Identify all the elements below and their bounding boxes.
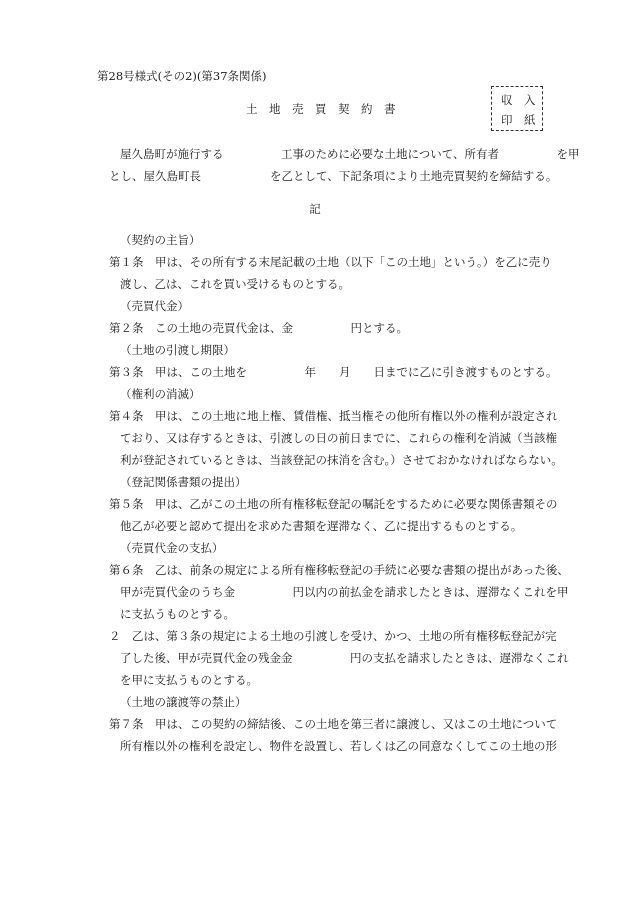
clause-7-line-1: 第７条 甲は、この契約の締結後、この土地を第三者に譲渡し、又はこの土地について	[109, 717, 558, 731]
clause-1-heading: （契約の主旨）	[120, 233, 201, 247]
ki-heading: 記	[309, 202, 321, 216]
form-number: 第28号様式(その2)(第37条関係)	[97, 69, 267, 83]
clause-4-heading: （権利の消滅）	[120, 387, 201, 401]
document-title: 土 地 売 買 契 約 書	[246, 102, 396, 116]
clause-3-heading: （土地の引渡し期限）	[120, 343, 235, 357]
clause-6-para2-line-3: を甲に支払うものとする。	[120, 673, 258, 687]
clause-5-line-1: 第５条 甲は、乙がこの土地の所有権移転登記の嘱託をするために必要な関係書類その	[109, 497, 558, 511]
clause-4-line-1: 第４条 甲は、この土地に地上権、賃借権、抵当権その他所有権以外の権利が設定され	[109, 409, 558, 423]
clause-1-line-2: 渡し、乙は、これを買い受けるものとする。	[120, 277, 350, 291]
clause-6-para2-line-1: ２ 乙は、第３条の規定による土地の引渡しを受け、かつ、土地の所有権移転登記が完	[109, 629, 557, 643]
intro-line-2: とし、屋久島町長 を乙として、下記条項により土地売買契約を締結する。	[109, 169, 558, 183]
clause-7-heading: （土地の譲渡等の禁止）	[120, 695, 247, 709]
clause-6-line-3: に支払うものとする。	[120, 607, 235, 621]
clause-4-line-2: ており、又は存するときは、引渡しの日の前日までに、これらの権利を消滅（当該権	[120, 431, 557, 445]
clause-5-heading: （登記関係書類の提出）	[120, 475, 247, 489]
clause-5-line-2: 他乙が必要と認めて提出を求めた書類を遅滞なく、乙に提出するものとする。	[120, 519, 523, 533]
clause-1-line-1: 第１条 甲は、その所有する末尾記載の土地（以下「この土地」という。）を乙に売り	[109, 255, 552, 269]
clause-2-line-1: 第２条 この土地の売買代金は、金 円とする。	[109, 321, 408, 335]
intro-line-1: 屋久島町が施行する 工事のために必要な土地について、所有者 を甲	[120, 147, 580, 161]
stamp-label-line1: 収 入	[501, 93, 536, 107]
revenue-stamp-box	[491, 86, 543, 131]
clause-6-line-2: 甲が売買代金のうち金 円以内の前払金を請求したときは、遅滞なくこれを甲	[120, 585, 569, 599]
clause-6-para2-line-2: 了した後、甲が売買代金の残金金 円の支払を請求したときは、遅滞なくこれ	[120, 651, 569, 665]
clause-2-heading: （売買代金）	[120, 299, 189, 313]
stamp-label-line2: 印 紙	[501, 113, 536, 127]
clause-7-line-2: 所有権以外の権利を設定し、物件を設置し、若しくは乙の同意なくしてこの土地の形	[120, 739, 557, 753]
clause-3-line-1: 第３条 甲は、この土地を 年 月 日までに乙に引き渡すものとする。	[109, 365, 558, 379]
clause-4-line-3: 利が登記されているときは、当該登記の抹消を含む。）させておかなければならない。	[120, 453, 563, 467]
clause-6-line-1: 第６条 乙は、前条の規定による所有権移転登記の手続に必要な書類の提出があった後、	[109, 563, 569, 577]
clause-6-heading: （売買代金の支払）	[120, 541, 224, 555]
